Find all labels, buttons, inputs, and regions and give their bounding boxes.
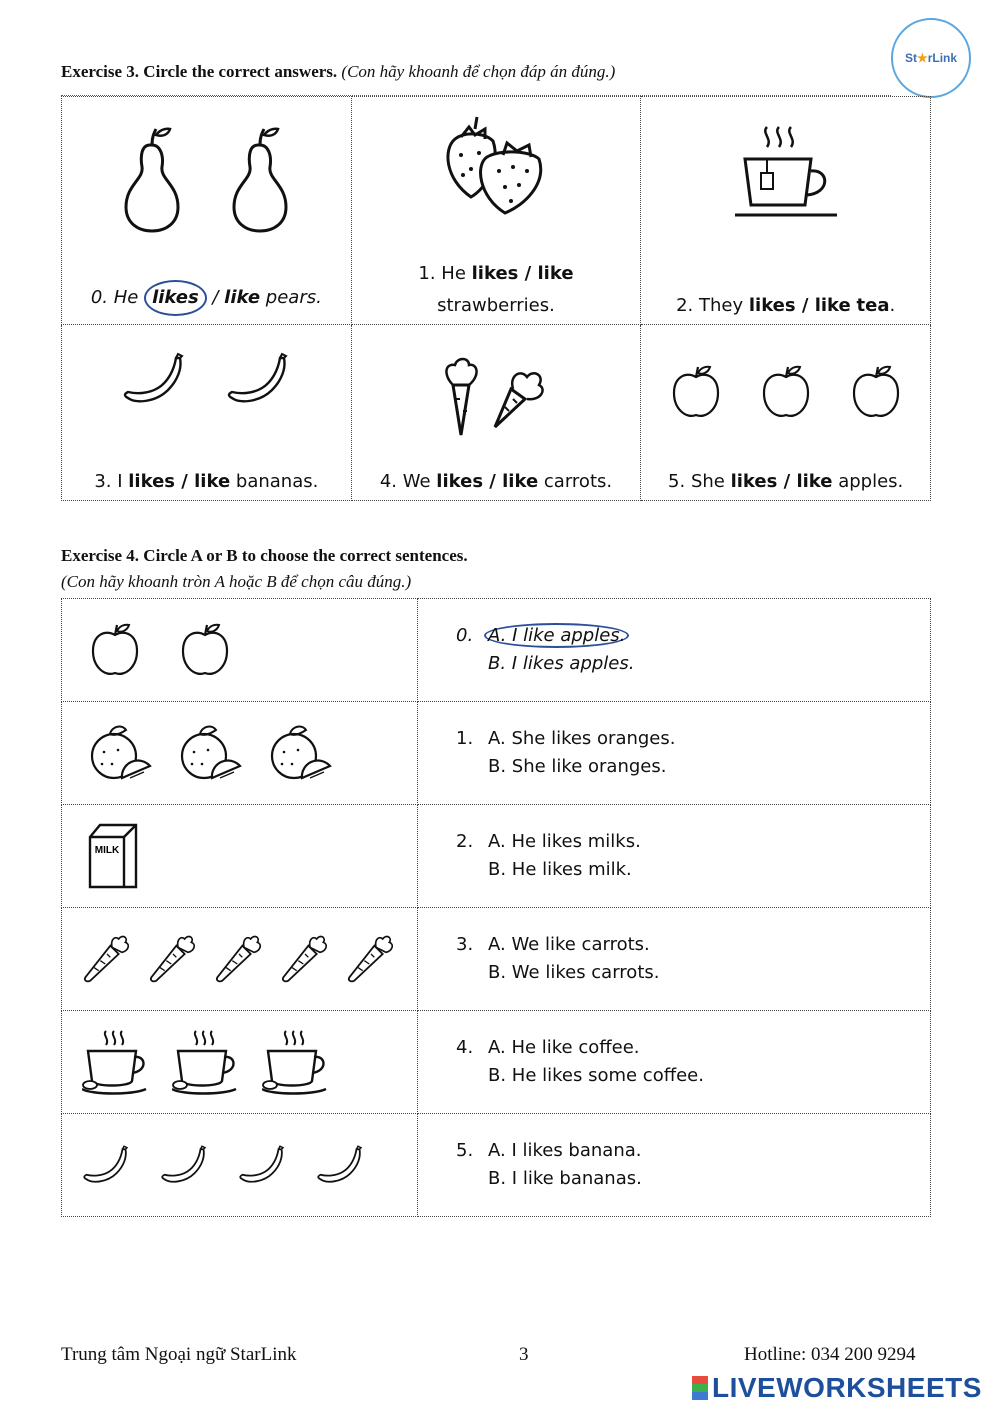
milk-image xyxy=(62,821,417,891)
choice-likes[interactable]: likes xyxy=(471,263,519,284)
carrots-image xyxy=(352,355,641,439)
ex4-pic-4 xyxy=(62,1011,418,1114)
choice-likes[interactable]: likes xyxy=(128,471,176,492)
orange-icon xyxy=(178,722,242,784)
tea-image xyxy=(641,121,930,221)
ex4-sentences-4 xyxy=(418,1011,931,1114)
banana-icon xyxy=(122,349,186,409)
carrots-image xyxy=(62,933,417,985)
ex4-pic-0 xyxy=(62,599,418,702)
page-number: 3 xyxy=(519,1344,529,1365)
exercise3-title: Exercise 3. Circle the correct answers. (Con hãy khoanh để chọn đáp án đúng.) xyxy=(61,62,616,81)
choice-likes[interactable]: likes xyxy=(748,295,796,316)
ex4-pic-1 xyxy=(62,702,418,805)
coffee-cup-icon xyxy=(172,1029,238,1095)
apples-image xyxy=(62,621,417,679)
banana-icon xyxy=(160,1143,208,1187)
choice-likes[interactable]: likes xyxy=(436,471,484,492)
option-b[interactable]: B. I likes apples. xyxy=(488,653,635,674)
ex4-sentences-1 xyxy=(418,702,931,805)
coffee-cup-icon xyxy=(82,1029,148,1095)
choice-like[interactable]: like xyxy=(814,295,851,316)
choice-like[interactable]: like xyxy=(224,287,261,308)
carrot-icon xyxy=(491,355,551,439)
option-b[interactable]: B. He likes milk. xyxy=(488,859,632,880)
starlink-logo: St ★ rLink xyxy=(891,18,971,98)
choice-likes[interactable]: likes xyxy=(730,471,778,492)
ex3-cell-4 xyxy=(351,325,641,501)
strawberries-image xyxy=(352,109,641,219)
ex3-sentence-5: 5. She likes / like apples. xyxy=(668,471,904,492)
ex3-cell-5 xyxy=(641,325,931,501)
exercise4-title: Exercise 4. Circle A or B to choose the correct sentences. xyxy=(61,546,468,565)
ex3-sentence-0: 0. He likes / like pears. xyxy=(62,280,351,324)
ex3-cell-2 xyxy=(641,97,931,325)
exercise3-grid xyxy=(61,96,931,501)
exercise4-grid xyxy=(61,598,931,1217)
carrot-icon xyxy=(214,933,264,985)
option-a[interactable]: 1. A. She likes oranges. xyxy=(456,728,676,749)
orange-icon xyxy=(88,722,152,784)
carrot-icon xyxy=(280,933,330,985)
ex4-pic-2 xyxy=(62,805,418,908)
apple-icon xyxy=(671,363,721,421)
oranges-image xyxy=(62,722,417,784)
pear-icon xyxy=(228,123,292,233)
banana-icon xyxy=(82,1143,130,1187)
ex4-sentences-2 xyxy=(418,805,931,908)
ex3-sentence-1: 1. He likes / like strawberries. xyxy=(418,263,574,316)
banana-icon xyxy=(226,349,290,409)
bananas-image xyxy=(62,1143,417,1187)
strawberry-icon xyxy=(441,109,551,219)
ex4-sentences-5 xyxy=(418,1114,931,1217)
choice-like[interactable]: like xyxy=(796,471,833,492)
milk-carton-icon xyxy=(86,821,140,891)
coffee-cup-icon xyxy=(262,1029,328,1095)
apples-image xyxy=(641,363,930,421)
option-a[interactable]: 5. A. I likes banana. xyxy=(456,1140,642,1161)
footer-center-name: Trung tâm Ngoại ngữ StarLink xyxy=(61,1344,297,1365)
pears-image xyxy=(62,123,351,233)
ex3-cell-3 xyxy=(62,325,352,501)
coffee-image xyxy=(62,1029,417,1095)
option-b[interactable]: B. We likes carrots. xyxy=(488,962,660,983)
svg-text:MILK: MILK xyxy=(94,845,120,856)
carrot-icon xyxy=(82,933,132,985)
option-b[interactable]: B. I like bananas. xyxy=(488,1168,642,1189)
choice-likes[interactable]: likes xyxy=(144,280,207,316)
ex3-cell-0 xyxy=(62,97,352,325)
option-b[interactable]: B. She like oranges. xyxy=(488,756,667,777)
carrot-icon xyxy=(148,933,198,985)
ex4-sentences-3 xyxy=(418,908,931,1011)
hotline: Hotline: 034 200 9294 xyxy=(744,1344,916,1365)
orange-icon xyxy=(268,722,332,784)
apple-icon xyxy=(90,621,140,679)
carrot-icon xyxy=(441,355,491,439)
ex3-sentence-3: 3. I likes / like bananas. xyxy=(94,471,319,492)
bananas-image xyxy=(62,349,351,409)
banana-icon xyxy=(238,1143,286,1187)
apple-icon xyxy=(761,363,811,421)
ex4-pic-3 xyxy=(62,908,418,1011)
option-a[interactable]: 3. A. We like carrots. xyxy=(456,934,650,955)
pear-icon xyxy=(120,123,184,233)
option-a[interactable]: 2. A. He likes milks. xyxy=(456,831,641,852)
banana-icon xyxy=(316,1143,364,1187)
carrot-icon xyxy=(346,933,396,985)
choice-like[interactable]: like xyxy=(194,471,231,492)
tea-cup-icon xyxy=(731,121,841,221)
option-b[interactable]: B. He likes some coffee. xyxy=(488,1065,704,1086)
liveworksheets-watermark: LIVEWORKSHEETS xyxy=(692,1372,982,1404)
ex4-sentences-0 xyxy=(418,599,931,702)
ex3-sentence-4: 4. We likes / like carrots. xyxy=(379,471,613,492)
apple-icon xyxy=(851,363,901,421)
ex3-cell-1 xyxy=(351,97,641,325)
choice-like[interactable]: like xyxy=(502,471,539,492)
exercise4-subtitle: (Con hãy khoanh tròn A hoặc B để chọn câu đúng.) xyxy=(61,572,412,591)
option-a[interactable]: 0. A. I like apples. xyxy=(456,623,629,648)
option-a[interactable]: 4. A. He like coffee. xyxy=(456,1037,640,1058)
ex4-pic-5 xyxy=(62,1114,418,1217)
apple-icon xyxy=(180,621,230,679)
ex3-sentence-2: 2. They likes / like tea. xyxy=(676,295,896,316)
choice-like[interactable]: like xyxy=(537,263,574,284)
